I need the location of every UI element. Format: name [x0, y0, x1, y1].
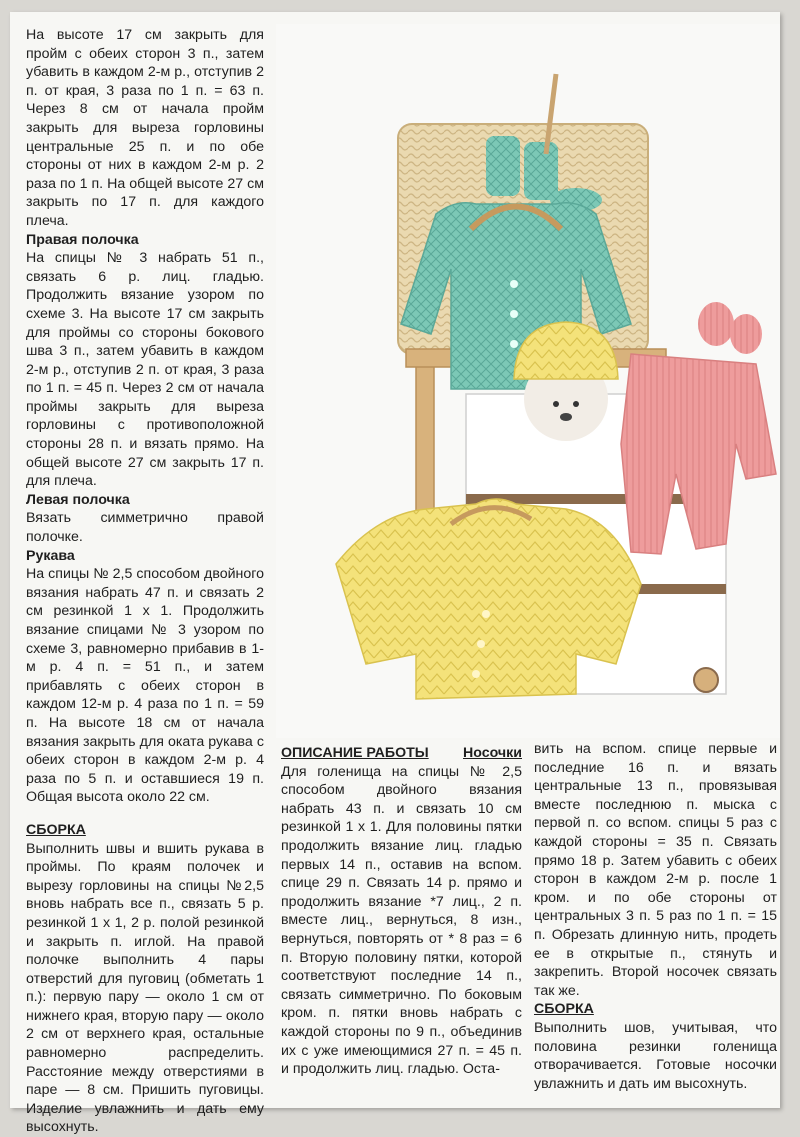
left-front-instructions: Вязать симметрично правой полочке.: [26, 510, 264, 546]
assembly-heading: СБОРКА: [26, 821, 86, 838]
assembly-instructions: Выполнить швы и вшить рукава в проймы. По краям полочек и вырезу горловины на спицы №2,5 вновь набрать все п., связать 5 р. резинкой 1 х 1, 2 р. полой резинкой и закрыть п. иглой. На правой полочке выполнить 4 пары отверстий для пуговиц (обметать 1 п.): первую пару — около 1 см от нижнего края, вторую пару — около 2 см от верхнего края, остальные равномерно распределить. Расстояние между отверстиями в паре — 8 см. Пришить пуговицы. Изделие увлажнить и дать ему высохнуть.: [26, 840, 264, 1136]
right-front-instructions: На спицы № 3 набрать 51 п., связать 6 р. лиц. гладью. Продолжить вязание узором по схеме 3. На высоте 17 см закрыть для проймы со стороны бокового шва 3 п., затем убавить в каждом 2-м р., отступив 2 п. от края, 3 раза по 1 п. = 45 п. Через 2 см от начала проймы закрыть для выреза горловины с противоположной стороны 28 п. и вязать прямо. На общей высоте 27 см закрыть 17 п. для плеча.: [26, 250, 264, 490]
socks-title-row: [281, 744, 522, 763]
socks-assembly-heading: СБОРКА: [534, 1001, 594, 1018]
sleeves-instructions: На спицы № 2,5 способом двойного вязания набрать 47 п. и связать 2 см резинкой 1 х 1. Продолжить вязание спицами № 3 узором по схеме 3, равномерно прибавив в 1-м р. 4 п. = 51 п., и затем прибавлять с обеих сторон в каждом 12-м р. 4 раза по 1 п. = 59 п. На высоте 18 см от начала вязания закрыть для оката рукава с обеих сторон в каждом 2-м р. 4 раза по 5 п. и оставшиеся 19 п. Общая высота около 22 см.: [26, 566, 264, 806]
magazine-page: [10, 12, 780, 1136]
left-text-column: [26, 26, 264, 1137]
left-front-heading: Левая полочка: [26, 491, 130, 508]
socks-assembly-instructions: Выполнить шов, учитывая, что половина резинки голенища отворачивается. Готовые носочки увлажнить и дать им высохнуть.: [534, 1019, 777, 1092]
description-title: ОПИСАНИЕ РАБОТЫ: [281, 745, 429, 761]
middle-text-column: [281, 744, 522, 1079]
socks-title: Носочки: [463, 745, 522, 761]
right-front-heading: Правая полочка: [26, 231, 139, 248]
sleeves-heading: Рукава: [26, 547, 75, 564]
socks-instructions: Для голенища на спицы № 2,5 способом двойного вязания набрать 43 п. и связать 10 см резинкой 1 х 1. Для половины пятки продолжить вязание лиц. гладью первых 14 п., оставив на вспом. спице 29 п. Связать 14 р. прямо и продолжить вязание *7 лиц., 2 п. вместе лиц., вернуться, 8 изн., вернуться, повторять от * 8 раз = 6 п. Вторую половину пятки, которой соответствуют последние 14 п., связать симметрично. По боковым кром. п. пятки вновь набрать с каждой стороны по 9 п., объединив их с уже имеющимися 27 п. = 45 п. и продолжить лиц. гладью. Оста-: [281, 763, 522, 1078]
baby-knitwear-photo: [276, 24, 780, 738]
right-text-column: [534, 740, 777, 1093]
back-instructions-paragraph: На высоте 17 см закрыть для пройм с обеих сторон 3 п., затем убавить в каждом 2-м р., отступив 2 п. от края, 3 раза по 1 п. = 63 п. Через 8 см от начала пройм закрыть для выреза горловины центральные 25 п. и по обе стороны от них в каждом 2-м р. 2 раза по 1 п. На общей высоте 27 см закрыть по 17 п. для каждого плеча.: [26, 27, 264, 229]
socks-instructions-continued: вить на вспом. спице первые и последние 16 п. и вязать центральные 13 п., провязывая вместе последнюю п. мыска с первой п. со вспом. спицы 5 раз с каждой стороны = 35 п. Связать прямо 18 р. Затем убавить с обеих сторон в каждом 2-м р. после 1 кром. и по обе стороны от центральных 3 п. 5 раз по 1 п. = 15 п. Обрезать длинную нить, продеть ее в открытые п., стянуть и закрепить. Второй носочек связать так же.: [534, 741, 777, 999]
